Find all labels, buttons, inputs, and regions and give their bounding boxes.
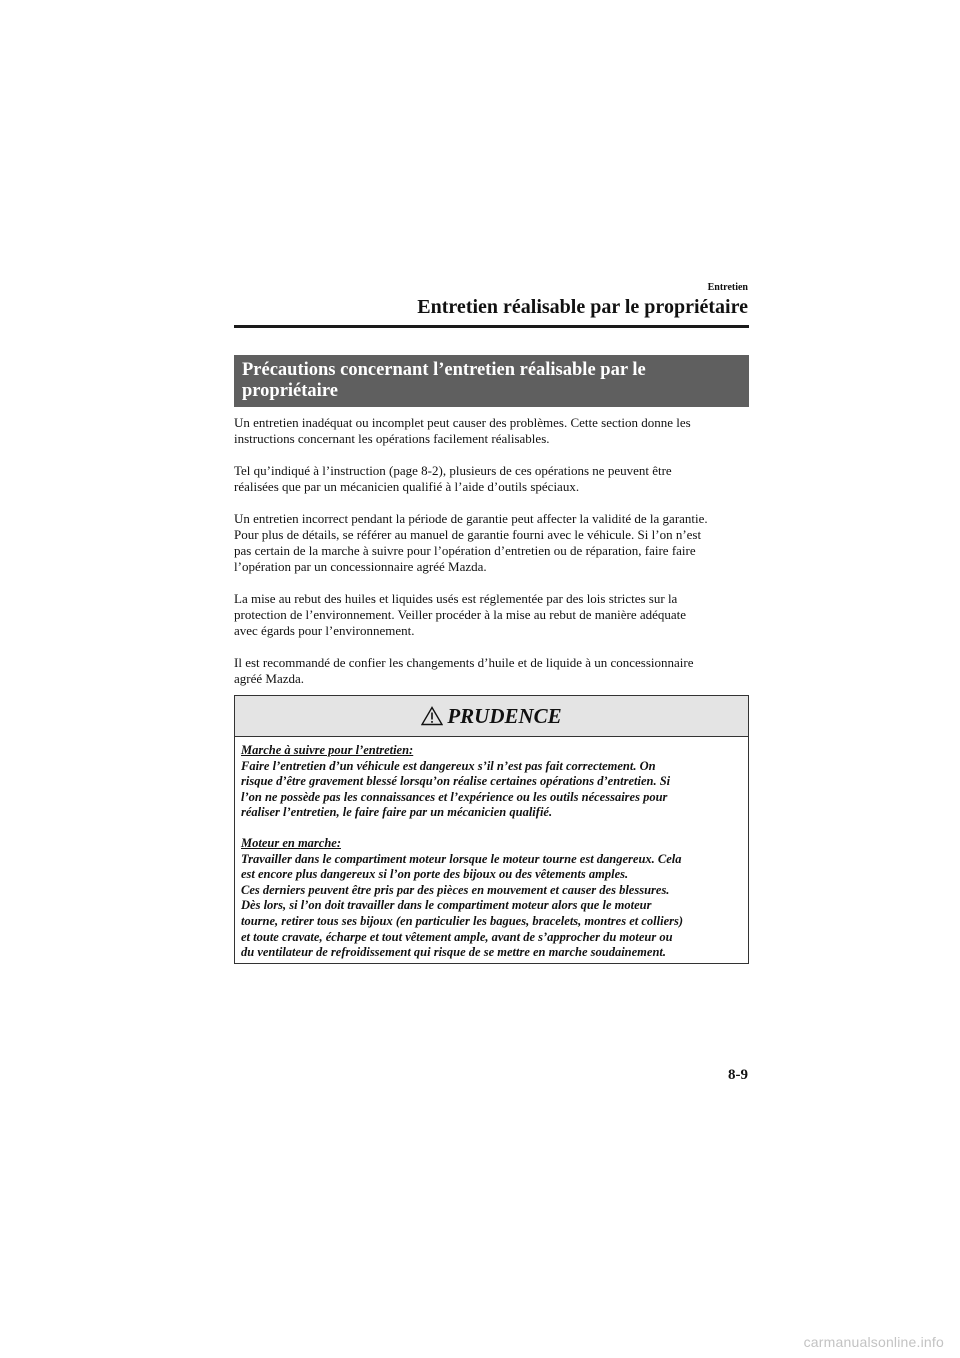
page-number: 8-9: [728, 1067, 748, 1083]
page-header-title: Entretien réalisable par le propriétaire: [417, 296, 748, 318]
caution-line: Dès lors, si l’on doit travailler dans le compartiment moteur alors que le moteur: [241, 898, 652, 913]
section-title-band: [234, 355, 749, 407]
body-text: [234, 415, 754, 703]
caution-line: réaliser l’entretien, le faire faire par un mécanicien qualifié.: [241, 805, 553, 820]
paragraph-line: agréé Mazda.: [234, 671, 305, 686]
paragraph-line: avec égards pour l’environnement.: [234, 623, 415, 638]
paragraph-line: Pour plus de détails, se référer au manuel de garantie fourni avec le véhicule. Si l’on n’est: [234, 527, 702, 542]
paragraph-3: [234, 511, 754, 575]
caution-title: PRUDENCE: [447, 703, 562, 728]
paragraph-4: [234, 591, 754, 639]
caution-subheading: Moteur en marche:: [241, 835, 341, 850]
caution-subheading: Marche à suivre pour l’entretien:: [241, 743, 414, 757]
paragraph-line: Un entretien incorrect pendant la période de garantie peut affecter la validité de la garantie.: [234, 511, 708, 526]
caution-spacer: [241, 821, 742, 836]
caution-box: [234, 695, 749, 964]
caution-line: l’on ne possède pas les connaissances et l’expérience ou les outils nécessaires pour: [241, 789, 668, 804]
section-title-line-2: propriétaire: [242, 381, 338, 401]
caution-line: Ces derniers peuvent être pris par des pièces en mouvement et causer des blessures.: [241, 882, 670, 897]
watermark: carmanualsonline.info: [803, 1334, 944, 1350]
paragraph-line: pas certain de la marche à suivre pour l’opération d’entretien ou de réparation, faire faire: [234, 543, 696, 558]
paragraph-line: Un entretien inadéquat ou incomplet peut causer des problèmes. Cette section donne les: [234, 415, 691, 430]
caution-line: du ventilateur de refroidissement qui risque de se mettre en marche soudainement.: [241, 945, 666, 960]
warning-triangle-icon: [421, 706, 443, 726]
caution-line: Faire l’entretien d’un véhicule est dangereux s’il n’est pas fait correctement. On: [241, 758, 656, 773]
paragraph-line: Tel qu’indiqué à l’instruction (page 8-2), plusieurs de ces opérations ne peuvent être: [234, 463, 672, 478]
caution-line: et toute cravate, écharpe et tout vêtement ample, avant de s’approcher du moteur ou: [241, 929, 673, 944]
paragraph-2: [234, 463, 754, 495]
header-divider: [234, 325, 749, 328]
paragraph-5: [234, 655, 754, 687]
section-title-line-1: Précautions concernant l’entretien réalisable par le: [242, 360, 646, 380]
chapter-label: Entretien: [707, 282, 748, 293]
paragraph-line: protection de l’environnement. Veiller procéder à la mise au rebut de manière adéquate: [234, 607, 687, 622]
caution-line: tourne, retirer tous ses bijoux (en particulier les bagues, bracelets, montres et colliers): [241, 913, 684, 928]
paragraph-1: [234, 415, 754, 447]
paragraph-line: réalisées que par un mécanicien qualifié à l’aide d’outils spéciaux.: [234, 479, 580, 494]
paragraph-line: instructions concernant les opérations facilement réalisables.: [234, 431, 550, 446]
paragraph-line: Il est recommandé de confier les changements d’huile et de liquide à un concessionnaire: [234, 655, 694, 670]
paragraph-line: l’opération par un concessionnaire agréé Mazda.: [234, 559, 487, 574]
caution-header: [235, 696, 748, 737]
paragraph-line: La mise au rebut des huiles et liquides usés est réglementée par des lois strictes sur la: [234, 591, 678, 606]
caution-line: est encore plus dangereux si l’on porte des bijoux ou des vêtements amples.: [241, 867, 629, 882]
caution-body: [235, 737, 748, 961]
caution-line: Travailler dans le compartiment moteur lorsque le moteur tourne est dangereux. Cela: [241, 851, 682, 866]
caution-line: risque d’être gravement blessé lorsqu’on réalise certaines opérations d’entretien. Si: [241, 774, 671, 789]
